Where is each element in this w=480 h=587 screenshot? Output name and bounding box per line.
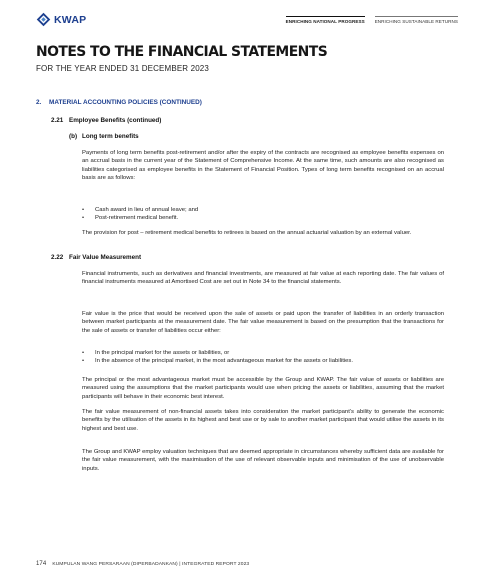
page-title: NOTES TO THE FINANCIAL STATEMENTS [36, 44, 328, 60]
paragraph-post-retirement-provision: The provision for post – retirement medical benefits to retirees is based on the annual actuarial valuation by an external valuer. [82, 230, 412, 236]
subsection-number: 2.21 [51, 117, 64, 124]
list-item: • Post-retirement medical benefit. [82, 215, 179, 222]
list-item: • In the absence of the principal market, in the most advantageous market for the assets or liabilities. [82, 358, 354, 365]
subsection-heading-2-22 [51, 254, 141, 261]
subheading-number: (b) [69, 133, 78, 140]
paragraph-long-term-benefits: Payments of long term benefits post-retirement and/or after the expiry of the contracts are recognised as employee benefits expenses on an accrual basis in the current year of the Statement of Comprehensive Income. At the same time, such amounts are also recognised as liabilities categorised as employee benefits in the Statement of Financial Position. Types of long term benefits recognised on an accrual basis are as follows: [82, 150, 444, 182]
section-title: MATERIAL ACCOUNTING POLICIES (CONTINUED) [49, 99, 202, 106]
subsection-number: 2.22 [51, 254, 64, 261]
page-number: 174 [36, 561, 47, 567]
paragraph-fair-value-definition: Fair value is the price that would be received upon the sale of assets or paid upon the transfer of liabilities in an orderly transaction between market participants at the measurement date. The fair value measurement is based on the presumption that the transactions for the sale of assets or transfer of liabilities occur either: [82, 311, 444, 334]
top-navigation [286, 16, 458, 24]
kwap-logo [36, 12, 86, 27]
paragraph-financial-instruments: Financial instruments, such as derivatives and financial investments, are measured at fair value at each reporting date. The fair values of financial instruments measured at Amortised Cost are set out in Note 34 to the financial statements. [82, 271, 444, 286]
section-heading [36, 99, 202, 106]
subsection-heading-2-21 [51, 117, 161, 124]
list-item: • In the principal market for the assets or liabilities, or [82, 350, 230, 356]
kwap-emblem-icon [36, 12, 51, 27]
paragraph-principal-market: The principal or the most advantageous market must be accessible by the Group and KWAP. The fair value of assets or liabilities are measured using the assumptions that the market participants would use when pricing the assets or liabilities, assuming that the market participants will behave in their economic best interest. [82, 377, 444, 400]
nav-tab-enriching-sustainable-returns[interactable]: ENRICHING SUSTAINABLE RETURNS [375, 16, 458, 24]
bullet-list-benefit-types [82, 206, 444, 223]
nav-tab-enriching-national-progress[interactable]: ENRICHING NATIONAL PROGRESS [286, 16, 365, 24]
subsection-title: Employee Benefits (continued) [69, 117, 162, 124]
section-number: 2. [36, 99, 42, 106]
bullet-list-markets [82, 349, 444, 366]
logo-text: KWAP [54, 13, 87, 26]
paragraph-valuation-techniques: The Group and KWAP employ valuation techniques that are deemed appropriate in circumstances whereby sufficient data are available for the fair value measurement, with the maximisation of the use of relevant observable inputs and minimisation of the use of unobservable inputs. [82, 449, 444, 472]
subsection-title: Fair Value Measurement [69, 254, 142, 261]
subheading-title: Long term benefits [82, 133, 139, 140]
subheading-b [69, 133, 139, 140]
page-subtitle: FOR THE YEAR ENDED 31 DECEMBER 2023 [36, 64, 210, 73]
page-footer [36, 561, 249, 567]
paragraph-non-financial-assets: The fair value measurement of non-financial assets takes into consideration the market participant’s ability to generate the economic benefits by the utilisation of the assets in its highest and best use or by sale to another market participant that would utilise the assets in its highest and best use. [82, 409, 444, 432]
footer-text: KUMPULAN WANG PERSARAAN (DIPERBADANKAN) | INTEGRATED REPORT 2023 [52, 562, 250, 567]
list-item: • Cash award in lieu of annual leave; and [82, 207, 199, 213]
